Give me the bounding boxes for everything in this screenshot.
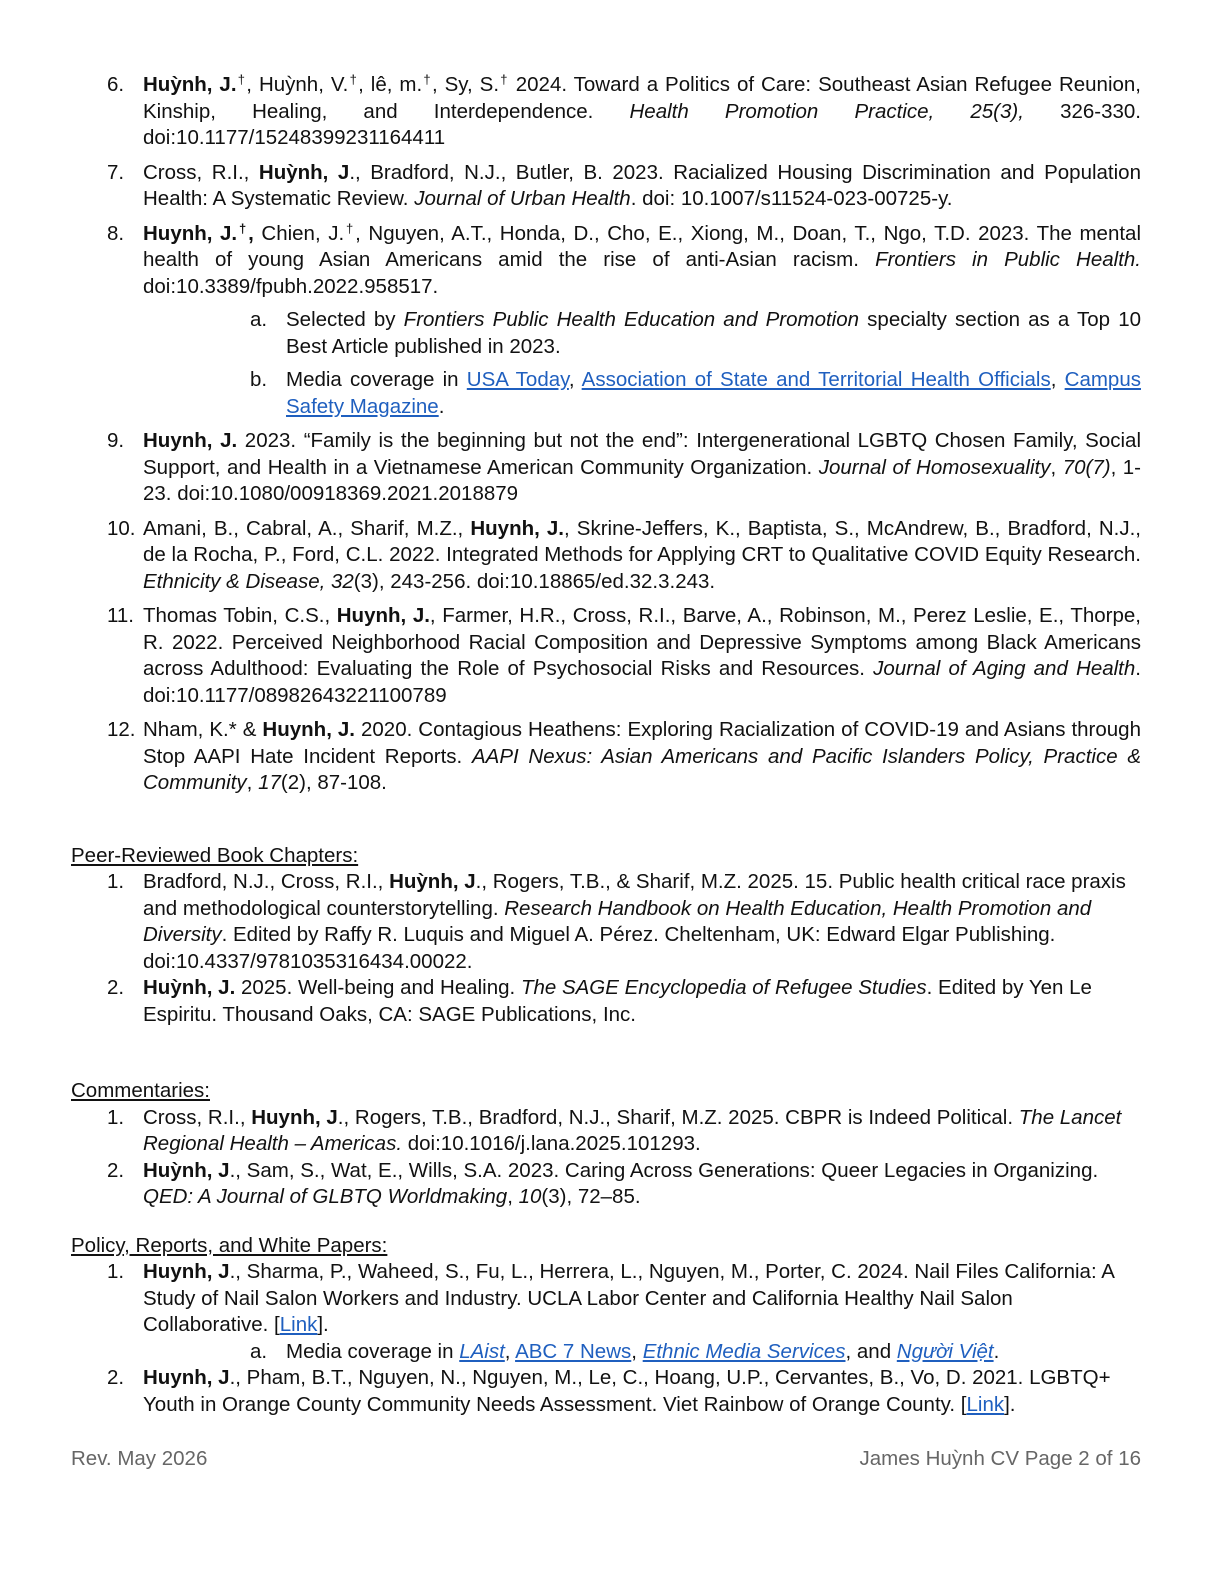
citation-text: , Farmer, H.R., Cross, R.I., Barve, A., Robinson, M., Perez Leslie, E., Thorpe, R. 2022. Perceived Neighborhood Racial Composition and Depressive Symptoms among Black Americans across Adulthood: Evaluating the Role of Psychosocial Risks and Resources. — [143, 604, 1141, 680]
item-number: 11. — [107, 604, 134, 627]
citation-text: ., Bradford, N.J., Butler, B. 2023. Racialized Housing Discrimination and Population Health: A Systematic Review. — [143, 160, 1141, 210]
item-number: 7. — [107, 160, 125, 184]
note-text: Media coverage in — [286, 368, 467, 391]
citation-tail: . Edited by Raffy R. Luquis and Miguel A. Pérez. Cheltenham, UK: Edward Elgar Publishing. doi:10.4337/9781035316434.00022. — [143, 923, 1056, 973]
coauthor: , lê, m. — [358, 73, 423, 96]
citation-text: ., Rogers, T.B., Bradford, N.J., Sharif, M.Z. 2025. CBPR is Indeed Political. — [337, 1105, 1019, 1129]
list-item — [71, 1105, 1141, 1158]
coauthor: Chien, J. — [253, 221, 345, 245]
media-link-laist[interactable]: LAist — [459, 1339, 505, 1363]
author-name: Huynh, J. — [143, 429, 238, 452]
author-name: Huynh, J — [143, 1260, 230, 1283]
citation-tail: 326-330. doi:10.1177/15248399231164411 — [143, 99, 1141, 149]
citation-tail: ]. — [1004, 1392, 1016, 1416]
coauthor: Nham, K.* & — [143, 718, 263, 741]
note-text: specialty section as a Top 10 Best Article published in 2023. — [286, 308, 1141, 358]
list-item — [71, 1158, 1141, 1211]
media-link-usa-today[interactable]: USA Today — [466, 368, 569, 391]
journal-name: Health Promotion Practice, 25(3), — [629, 99, 1024, 123]
item-number: 1. — [107, 1260, 125, 1283]
journal-articles-list — [71, 72, 1141, 797]
section-heading-policy-reports: Policy, Reports, and White Papers: — [71, 1233, 388, 1257]
citation-text: ., Pham, B.T., Nguyen, N., Nguyen, M., Le, C., Hoang, U.P., Cervantes, B., Vo, D. 2021. LGBTQ+ Youth in Orange County Community Needs Assessment. Viet Rainbow of Orange County. [ — [143, 1366, 1111, 1416]
coauthor: Amani, B., Cabral, A., Sharif, M.Z., — [143, 516, 471, 540]
coauthor: Cross, R.I., — [143, 160, 259, 184]
cv-content — [71, 72, 1141, 1418]
coauthor: , Huỳnh, V. — [246, 73, 349, 96]
journal-name: Frontiers in Public Health. — [875, 248, 1141, 271]
sub-item-letter: b. — [250, 368, 268, 391]
item-number: 12. — [107, 718, 136, 741]
item-number: 1. — [107, 1105, 125, 1129]
note-text: Media coverage in — [286, 1339, 460, 1363]
separator: , and — [845, 1339, 897, 1363]
separator: , — [507, 1185, 519, 1208]
list-item — [71, 221, 1141, 421]
citation-tail: (3), 243-256. doi:10.18865/ed.32.3.243. — [353, 569, 716, 593]
media-link-campus-safety[interactable]: Campus Safety Magazine — [286, 368, 1141, 418]
author-name: Huỳnh, J. — [143, 73, 237, 96]
author-name: Huynh, J — [251, 1105, 338, 1129]
media-link-nguoi-viet[interactable]: Người Việt — [896, 1339, 994, 1363]
item-number: 8. — [107, 221, 125, 245]
citation-text: 2024. Toward a Politics of Care: Southeast Asian Refugee Reunion, Kinship, Healing, and Interdependence. — [143, 73, 1142, 123]
author-name: Huỳnh, J. — [143, 976, 236, 999]
citation-text: ., Sam, S., Wat, E., Wills, S.A. 2023. Caring Across Generations: Queer Legacies in Organizing. — [229, 1158, 1099, 1182]
citation-tail: , 1-23. doi:10.1080/00918369.2021.2018879 — [143, 455, 1141, 505]
separator: , — [1050, 455, 1063, 479]
journal-name: Journal of Urban Health — [414, 187, 631, 210]
section-name: Frontiers Public Health Education and Promotion — [403, 308, 860, 331]
dagger-mark: † — [236, 72, 247, 87]
sub-item — [143, 307, 1141, 360]
item-number: 1. — [107, 870, 125, 893]
author-name: Huynh, J. — [143, 221, 238, 245]
journal-name: Ethnicity & Disease, 32 — [143, 569, 354, 593]
citation-text: , Nguyen, A.T., Honda, D., Cho, E., Xiong, M., Doan, T., Ngo, T.D. 2023. The mental health of young Asian Americans amid the rise of anti-Asian racism. — [143, 221, 1141, 271]
citation-tail: (3), 72–85. — [541, 1185, 641, 1208]
sub-item — [143, 367, 1141, 420]
journal-name: Journal of Homosexuality — [818, 455, 1051, 479]
citation-text: 2020. Contagious Heathens: Exploring Racialization of COVID-19 and Asians through Stop AAPI Hate Incident Reports. — [143, 718, 1141, 768]
sub-item — [143, 1339, 1141, 1366]
media-link-astho[interactable]: Association of State and Territorial Health Officials — [581, 368, 1051, 391]
list-item — [71, 869, 1141, 975]
author-name: Huỳnh, J — [389, 870, 476, 893]
book-title: The SAGE Encyclopedia of Refugee Studies — [520, 976, 927, 999]
coauthor: , Sy, S. — [431, 73, 500, 96]
citation-tail: doi:10.3389/fpubh.2022.958517. — [143, 274, 439, 298]
item-number: 2. — [107, 1366, 125, 1389]
media-link-abc7[interactable]: ABC 7 News — [515, 1339, 632, 1363]
citation-text: , Skrine-Jeffers, K., Baptista, S., McAndrew, B., Bradford, N.J., de la Rocha, P., Ford, C.L. 2022. Integrated Methods for Applying CRT to Qualitative COVID Equity Research. — [143, 516, 1141, 566]
citation-tail: ]. — [317, 1313, 329, 1336]
author-name: Huynh, J — [143, 1366, 230, 1389]
commentaries-list — [71, 1105, 1141, 1211]
journal-volume: 70(7) — [1062, 455, 1111, 479]
page-number: James Huỳnh CV Page 2 of 16 — [859, 1447, 1141, 1470]
section-heading-book-chapters: Peer-Reviewed Book Chapters: — [71, 843, 359, 867]
author-comma: , — [248, 221, 254, 245]
section-heading-commentaries: Commentaries: — [71, 1079, 210, 1102]
list-item — [71, 603, 1141, 709]
sub-item-letter: a. — [250, 1339, 268, 1363]
list-item — [71, 160, 1141, 213]
coauthor: Bradford, N.J., Cross, R.I., — [143, 870, 390, 893]
dagger-mark: † — [237, 220, 249, 236]
list-item — [71, 428, 1141, 508]
item-number: 9. — [107, 429, 125, 452]
media-link-ethnic-media[interactable]: Ethnic Media Services — [642, 1339, 846, 1363]
author-name: Huynh, J. — [336, 604, 430, 627]
list-item — [71, 717, 1141, 797]
dagger-mark: † — [499, 72, 509, 87]
report-link[interactable]: Link — [966, 1392, 1005, 1416]
report-link[interactable]: Link — [279, 1313, 318, 1336]
citation-text: 2025. Well-being and Healing. — [235, 976, 521, 999]
dagger-mark: † — [422, 72, 432, 87]
author-name: Huỳnh, J — [143, 1158, 230, 1182]
citation-tail: doi:10.1016/j.lana.2025.101293. — [402, 1132, 701, 1155]
separator: , — [631, 1339, 643, 1363]
book-title: Research Handbook on Health Education, Health Promotion and Diversity — [143, 896, 1092, 946]
separator: , — [246, 771, 259, 794]
coauthor: Cross, R.I., — [143, 1105, 252, 1129]
book-chapters-list — [71, 869, 1141, 1028]
author-name: Huynh, J. — [262, 718, 355, 741]
author-name: Huynh, J. — [470, 516, 564, 540]
dagger-mark: † — [344, 220, 356, 236]
citation-text: 2023. “Family is the beginning but not the end”: Intergenerational LGBTQ Chosen Family, Social Support, and Health in a Vietnamese American Community Organization. — [143, 429, 1141, 479]
journal-volume: 10 — [518, 1185, 542, 1208]
separator: , — [504, 1339, 516, 1363]
note-text: . — [438, 394, 445, 418]
policy-reports-list — [71, 1259, 1141, 1418]
journal-name: Journal of Aging and Health — [873, 657, 1136, 680]
revision-date: Rev. May 2026 — [71, 1447, 208, 1470]
item-number: 10. — [107, 516, 136, 540]
separator: , — [1050, 368, 1065, 391]
citation-tail: . doi: 10.1007/s11524-023-00725-y. — [630, 187, 953, 210]
list-item — [71, 1259, 1141, 1365]
list-item — [71, 975, 1141, 1028]
item-number: 2. — [107, 1158, 125, 1182]
citation-text: ., Rogers, T.B., & Sharif, M.Z. 2025. 15. Public health critical race praxis and methodological counterstorytelling. — [143, 870, 1126, 920]
dagger-mark: † — [348, 72, 359, 87]
coauthor: Thomas Tobin, C.S., — [143, 604, 337, 627]
journal-volume: 17 — [258, 771, 281, 794]
citation-tail: (2), 87-108. — [280, 771, 387, 794]
journal-name: The Lancet Regional Health – Americas. — [143, 1105, 1122, 1155]
journal-name: AAPI Nexus: Asian Americans and Pacific Islanders Policy, Practice & Community — [143, 744, 1142, 794]
citation-tail: . doi:10.1177/08982643221100789 — [143, 657, 1141, 707]
list-item — [71, 516, 1141, 596]
sub-item-letter: a. — [250, 308, 268, 331]
citation-tail: . Edited by Yen Le Espiritu. Thousand Oaks, CA: SAGE Publications, Inc. — [143, 976, 1092, 1026]
author-name: Huỳnh, J — [258, 160, 350, 184]
item-number: 6. — [107, 73, 125, 96]
citation-text: ., Sharma, P., Waheed, S., Fu, L., Herrera, L., Nguyen, M., Porter, C. 2024. Nail Files California: A Study of Nail Salon Workers and Industry. UCLA Labor Center and California Healthy Nail Salon Collaborative. [ — [143, 1260, 1114, 1336]
journal-name: QED: A Journal of GLBTQ Worldmaking — [143, 1185, 508, 1208]
separator: , — [568, 368, 582, 391]
list-item — [71, 1365, 1141, 1418]
note-text: . — [993, 1339, 1000, 1363]
list-item — [71, 72, 1141, 152]
note-text: Selected by — [286, 308, 404, 331]
item-number: 2. — [107, 976, 125, 999]
